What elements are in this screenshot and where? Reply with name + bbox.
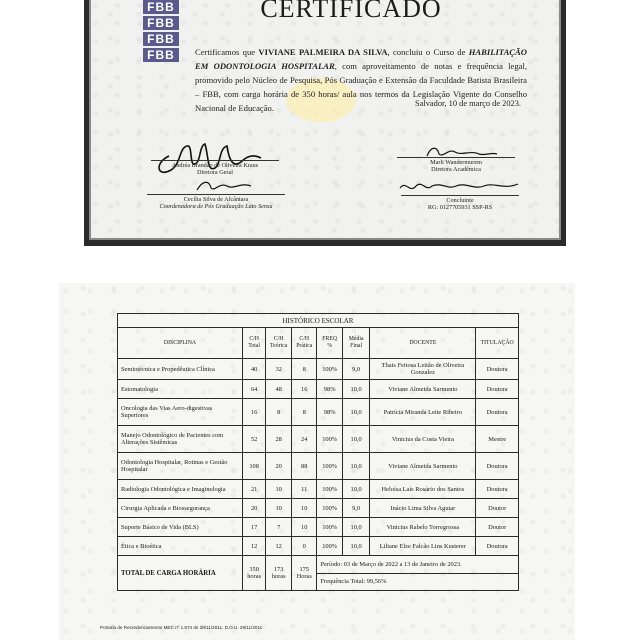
table-row — [118, 380, 519, 399]
table-row — [118, 453, 519, 480]
signature-line — [147, 194, 285, 195]
cell-title: Doutora — [476, 399, 519, 426]
logo-block: FBB — [143, 0, 179, 14]
signature-coordinator — [147, 194, 285, 210]
cell-freq: 100% — [317, 359, 342, 380]
cell-ch-practice: 11 — [292, 480, 317, 499]
cell-grade: 10,0 — [342, 399, 370, 426]
cell-teacher: Thais Feitosa Leitão de Oliveira Gonzalez — [370, 359, 476, 380]
cell-title: Doutora — [476, 380, 519, 399]
cell-ch-practice: 8 — [292, 399, 317, 426]
table-row — [118, 359, 519, 380]
cell-discipline: Oncologia das Vias Aero-digestivas Superiores — [118, 399, 243, 426]
cell-freq: 100% — [317, 518, 342, 537]
cell-freq: 98% — [317, 380, 342, 399]
cell-ch-practice: 0 — [292, 537, 317, 556]
transcript-table — [117, 313, 519, 591]
totals-ch-theory: 173 horas — [266, 556, 292, 591]
cell-title: Mestre — [476, 426, 519, 453]
cell-discipline: Semiotécnica e Propedêutica Clínica — [118, 359, 243, 380]
cell-ch-total: 40 — [243, 359, 266, 380]
body-text: Certificamos que — [195, 47, 256, 57]
signatory-name: Andréa Brandão de Oliveira Kraus — [171, 162, 259, 169]
cell-ch-total: 16 — [243, 399, 266, 426]
cell-title: Doutora — [476, 359, 519, 380]
cell-ch-theory: 32 — [266, 359, 292, 380]
cell-grade: 9,0 — [342, 499, 370, 518]
cell-discipline: Suporte Básico de Vida (BLS) — [118, 518, 243, 537]
cell-ch-total: 20 — [243, 499, 266, 518]
totals-label: TOTAL DE CARGA HORÁRIA — [118, 556, 243, 591]
header-ch-practice: C/H Prática — [292, 328, 317, 359]
totals-ch-total: 350 horas — [243, 556, 266, 591]
cell-ch-theory: 10 — [266, 480, 292, 499]
cell-discipline: Odontologia Hospitalar, Rotinas e Gestão Hospitalar — [118, 453, 243, 480]
header-ch-total: C/H Total — [243, 328, 266, 359]
cell-discipline: Ética e Bioética — [118, 537, 243, 556]
issue-date: Salvador, 10 de março de 2023. — [415, 99, 521, 108]
cell-freq: 100% — [317, 499, 342, 518]
signatory-role: Diretora Acadêmica — [431, 166, 481, 173]
cell-teacher: Heloísa Laís Rosário dos Santos — [370, 480, 476, 499]
signatory-id: RG: 0127705931 SSP-RS — [427, 204, 493, 211]
cell-ch-theory: 20 — [266, 453, 292, 480]
signature-scrawl-coordinator — [189, 176, 259, 196]
cell-ch-practice: 16 — [292, 380, 317, 399]
signature-director-academic — [397, 157, 515, 173]
cell-ch-theory: 7 — [266, 518, 292, 537]
cell-discipline: Radiologia Odontológica e Imaginologia — [118, 480, 243, 499]
signature-line — [397, 157, 515, 158]
cell-grade: 9,0 — [342, 359, 370, 380]
cell-teacher: Vinicius Rabelo Torregrossa — [370, 518, 476, 537]
cell-grade: 10,0 — [342, 453, 370, 480]
cell-title: Doutor — [476, 499, 519, 518]
table-row — [118, 537, 519, 556]
cell-ch-theory: 8 — [266, 399, 292, 426]
cell-grade: 10,0 — [342, 480, 370, 499]
cell-teacher: Inácio Lima Silva Aguiar — [370, 499, 476, 518]
cell-title: Doutor — [476, 518, 519, 537]
cell-ch-practice: 24 — [292, 426, 317, 453]
header-discipline: DISCIPLINA — [118, 328, 243, 359]
body-text: , concluiu o Curso de — [387, 47, 466, 57]
cell-grade: 10,0 — [342, 426, 370, 453]
signatory-role: Concluinte — [446, 197, 474, 204]
signatory-name: Marli Wandermurem — [430, 159, 482, 166]
certificate — [84, 0, 566, 246]
cell-title: Doutora — [476, 537, 519, 556]
cell-ch-theory: 28 — [266, 426, 292, 453]
cell-grade: 10,0 — [342, 380, 370, 399]
table-row — [118, 518, 519, 537]
cell-teacher: Vinicius da Costa Vieira — [370, 426, 476, 453]
table-header-row — [118, 328, 519, 359]
cell-ch-total: 12 — [243, 537, 266, 556]
transcript-rows — [118, 359, 519, 556]
graduate-name: VIVIANE PALMEIRA DA SILVA — [258, 47, 388, 57]
table-row — [118, 480, 519, 499]
cell-grade: 10,0 — [342, 537, 370, 556]
cell-grade: 10,0 — [342, 518, 370, 537]
accreditation-footer: Portaria de Recredenciamento MEC nº 1.674 de 28/11/2011, D.O.U. 29/11/2011 — [100, 625, 263, 630]
cell-ch-total: 21 — [243, 480, 266, 499]
cell-ch-total: 52 — [243, 426, 266, 453]
cell-ch-practice: 8 — [292, 359, 317, 380]
totals-frequency: Frequência Total: 99,56% — [317, 573, 519, 591]
cell-teacher: Viviane Almeida Sarmento — [370, 380, 476, 399]
cell-ch-theory: 12 — [266, 537, 292, 556]
cell-teacher: Liliane Elze Falcão Lins Kusterer — [370, 537, 476, 556]
logo-block: FBB — [143, 32, 179, 46]
transcript-title: HISTÓRICO ESCOLAR — [118, 314, 519, 328]
signatory-role: Coordenadora de Pós Graduação Lato Sensu — [159, 203, 273, 210]
header-title: TITULAÇÃO — [476, 328, 519, 359]
body-text: , com aproveitamento de notas e frequência legal, promovido pelo Núcleo de Pesquisa, Pós Graduação e Extensão da Faculdade Batista Brasileira – FBB, com carga horária de 350 horas/ aula nos termos da Legislação Vigente do Conselho Nacional de Educação. — [195, 61, 527, 113]
transcript-page — [59, 283, 575, 640]
certificate-paper — [89, 0, 561, 240]
signature-line — [151, 160, 279, 161]
cell-ch-total: 17 — [243, 518, 266, 537]
header-ch-theory: C/H Teórica — [266, 328, 292, 359]
cell-discipline: Estomatologia — [118, 380, 243, 399]
table-row — [118, 399, 519, 426]
cell-ch-theory: 10 — [266, 499, 292, 518]
cell-ch-practice: 88 — [292, 453, 317, 480]
cell-freq: 100% — [317, 480, 342, 499]
header-freq: FREQ % — [317, 328, 342, 359]
signature-graduate — [401, 195, 519, 211]
cell-ch-total: 108 — [243, 453, 266, 480]
header-teacher: DOCENTE — [370, 328, 476, 359]
cell-ch-practice: 10 — [292, 518, 317, 537]
cell-ch-practice: 10 — [292, 499, 317, 518]
table-row — [118, 499, 519, 518]
signature-line — [401, 195, 519, 196]
header-grade: Média Final — [342, 328, 370, 359]
cell-title: Doutora — [476, 453, 519, 480]
totals-period: Período: 03 de Março de 2022 a 13 de Janeiro de 2023. — [317, 556, 519, 574]
totals-row — [118, 556, 519, 574]
signature-director-general — [151, 160, 279, 176]
cell-title: Doutora — [476, 480, 519, 499]
cell-teacher: Patrícia Miranda Leite Ribeiro — [370, 399, 476, 426]
signatory-role: Diretora Geral — [197, 169, 233, 176]
cell-discipline: Manejo Odontológico de Pacientes com Alterações Sistêmicas — [118, 426, 243, 453]
cell-freq: 100% — [317, 426, 342, 453]
cell-freq: 100% — [317, 453, 342, 480]
table-row — [118, 426, 519, 453]
signatory-name: Cecília Silva de Alcântara — [183, 196, 249, 203]
cell-teacher: Viviane Almeida Sarmento — [370, 453, 476, 480]
certificate-title: CERTIFICADO — [260, 0, 442, 23]
logo-block: FBB — [143, 48, 179, 62]
cell-ch-total: 64 — [243, 380, 266, 399]
cell-ch-theory: 48 — [266, 380, 292, 399]
course-name: HABILITAÇÃO EM ODONTOLOGIA HOSPITALAR — [195, 47, 527, 71]
cell-freq: 100% — [317, 537, 342, 556]
logo-block: FBB — [143, 16, 179, 30]
totals-ch-practice: 175 Horas — [292, 556, 317, 591]
cell-discipline: Cirurgia Aplicada e Biossegurança — [118, 499, 243, 518]
cell-freq: 98% — [317, 399, 342, 426]
fbb-logo — [143, 0, 179, 64]
